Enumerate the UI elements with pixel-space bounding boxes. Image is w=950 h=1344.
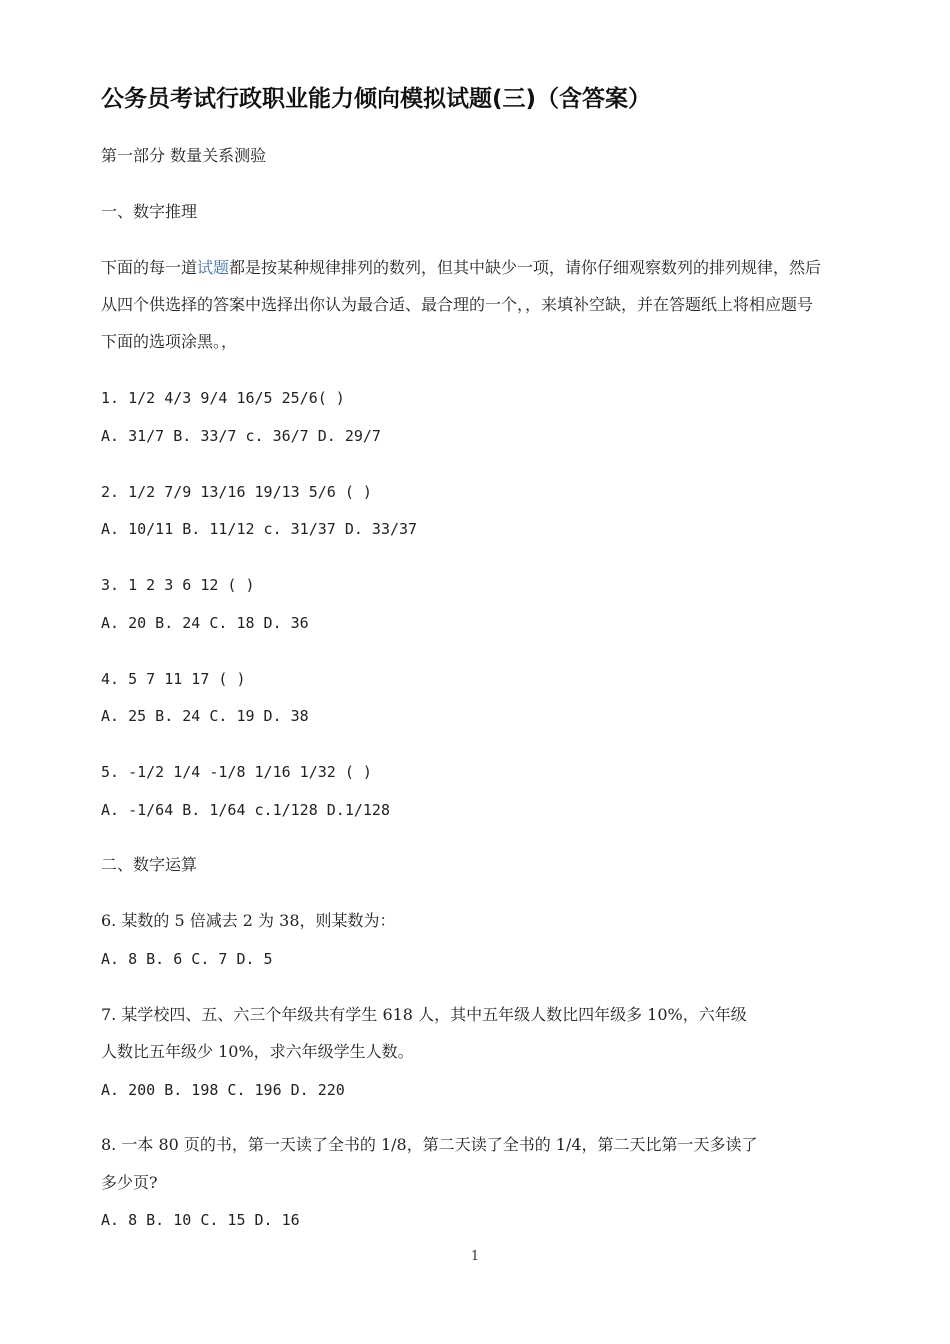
question-7-line-2: 人数比五年级少 10%，求六年级学生人数。	[101, 1042, 414, 1061]
instructions-line-2: 从四个供选择的答案中选择出你认为最合适、最合理的一个，，来填补空缺，并在答题纸上将相应题号	[101, 295, 814, 314]
question-6: 6. 某数的 5 倍减去 2 为 38，则某数为：	[101, 911, 396, 930]
question-5-options: A. -1/64 B. 1/64 c.1/128 D.1/128	[101, 801, 390, 819]
question-4: 4. 5 7 11 17 ( )	[101, 670, 246, 688]
question-3-options: A. 20 B. 24 C. 18 D. 36	[101, 614, 309, 632]
instructions-line-1	[101, 257, 821, 279]
question-4-options: A. 25 B. 24 C. 19 D. 38	[101, 707, 309, 725]
document-title: 公务员考试行政职业能力倾向模拟试题(三)（含答案）	[101, 86, 652, 112]
question-2: 2. 1/2 7/9 13/16 19/13 5/6 ( )	[101, 483, 372, 501]
page-number: 1	[470, 1249, 480, 1264]
question-3: 3. 1 2 3 6 12 ( )	[101, 576, 255, 594]
question-1-options: A. 31/7 B. 33/7 c. 36/7 D. 29/7	[101, 427, 381, 445]
section-heading-number-reasoning: 一、数字推理	[101, 202, 198, 221]
instructions-text-post: 都是按某种规律排列的数列，但其中缺少一项，请你仔细观察数列的排列规律，然后	[229, 258, 822, 277]
instructions-line-3: 下面的选项涂黑。，	[101, 332, 238, 351]
test-questions-link[interactable]: 试题	[197, 258, 230, 277]
question-6-options: A. 8 B. 6 C. 7 D. 5	[101, 950, 273, 968]
question-1: 1. 1/2 4/3 9/4 16/5 25/6( )	[101, 389, 345, 407]
question-7-options: A. 200 B. 198 C. 196 D. 220	[101, 1081, 345, 1099]
section-heading-arithmetic: 二、数字运算	[101, 855, 198, 874]
part-heading: 第一部分 数量关系测验	[101, 146, 267, 165]
question-8-line-2: 多少页?	[101, 1173, 158, 1192]
question-2-options: A. 10/11 B. 11/12 c. 31/37 D. 33/37	[101, 520, 418, 538]
question-7-line-1: 7. 某学校四、五、六三个年级共有学生 618 人，其中五年级人数比四年级多 10%，六年级	[101, 1005, 747, 1024]
question-8-options: A. 8 B. 10 C. 15 D. 16	[101, 1211, 300, 1229]
question-5: 5. -1/2 1/4 -1/8 1/16 1/32 ( )	[101, 763, 372, 781]
question-8-line-1: 8. 一本 80 页的书，第一天读了全书的 1/8，第二天读了全书的 1/4，第二天比第一天多读了	[101, 1135, 758, 1154]
instructions-text-pre: 下面的每一道	[101, 258, 198, 277]
